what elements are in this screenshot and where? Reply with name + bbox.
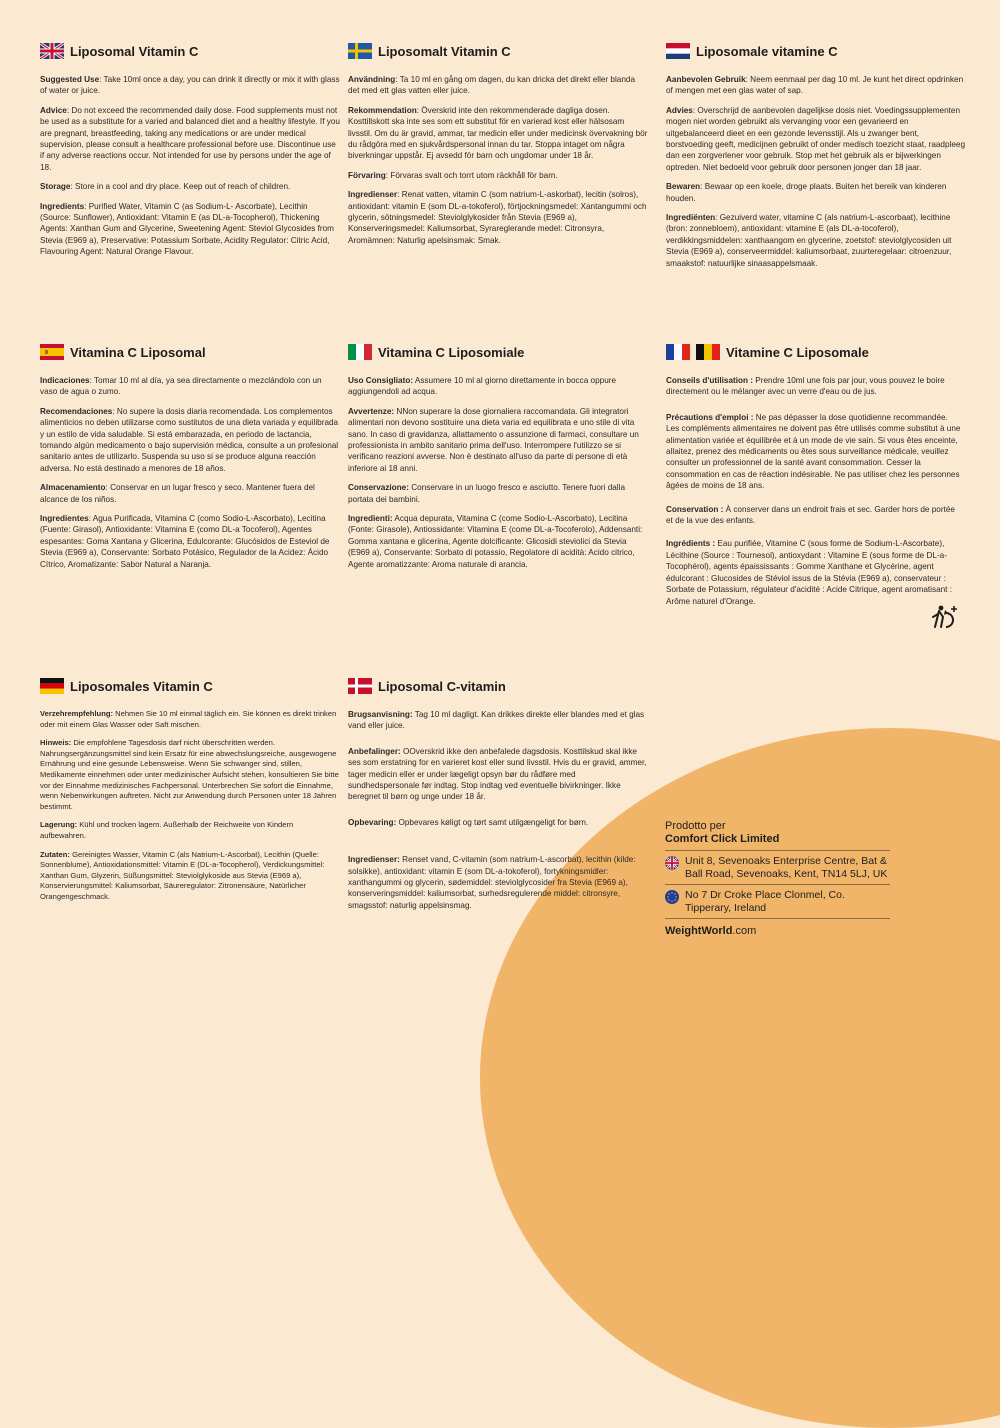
producer-label: Prodotto per [665,820,726,832]
suggested-use: Suggested Use: Take 10ml once a day, you can drink it directly or mix it with glass of water or juice. [40,75,340,96]
section-da [348,675,648,919]
suggested-use: Uso Consigliato: Assumere 10 ml al giorno direttamente in bocca oppure aggiungendoli ad acqua. [348,376,617,397]
ingredients: Ingrediënten: Gezuiverd water, vitamine C (als natrium-L-ascorbaat), lecithine (bron: zonnebloem), antioxidant: vitamine E (als DL-a-tocoferol), verdikkingsmiddelen: xanthaangom en glycerine, zoetstof: steviolglycosiden uit Stevia (E969 a), conserveermiddel: kaliumsorbaat, zuurteregelaar: citroenzuur, smaakstof: natuurlijke sinaasappelsmaak. [666,213,952,268]
section-title: Liposomal C-vitamin [378,678,506,694]
storage: Conservation : À conserver dans un endroit frais et sec. Garder hors de portée et de la vue des enfants. [666,504,955,526]
recycle-icon [929,601,959,631]
suggested-use: Brugsanvisning: Tag 10 ml dagligt. Kan drikkes direkte eller blandes med et glas vand eller juice. [348,710,645,731]
advice: Advice: Do not exceed the recommended daily dose. Food supplements must not be used as a substitute for a varied and balanced diet and a healthy lifestyle. If you are pregnant, breastfeeding, taking any medications or are under medical supervision, please consult a healthcare professional before use. Discontinue use if any adverse reactions occur. Not intended for use by persons under the age of 18. [40,105,340,172]
ingredients: Ingredienser: Renat vatten, vitamin C (som natrium-L-askorbat), lecitin (solros), antioxidant: vitamin E (som DL-a-tokoferol), förtjockningsmedel: Xantangummi och glycerin, sötningsmedel: Steviolglykosider från Stevia (E969 a), Konserveringsmedel: Kaliumsorbat, Syrareglerande medel: Citronsyra, Aromämnen: Naturlig apelsinsmak: Smak. [348,190,647,245]
ingredients: Zutaten: Gereinigtes Wasser, Vitamin C (als Natrium-L-Ascorbat), Lecithin (Quelle: Sonnenblume), Antioxidationsmittel: Vitamin E (DL-a-Tocopherol), Verdickungsmittel: Xanthan Gum, Glyzerin, Süßungsmittel: Steviolglykoside aus Stevia (E969 a), Konservierungsmittel: Kaliumsorbat, Säureregulator: Zitronensäure, Natürlicher Orangengeschmack. [40,849,325,901]
eu-address: No 7 Dr Croke Place Clonmel, Co. Tipperary, Ireland [685,889,845,914]
netherlands-flag-icon [666,43,690,59]
germany-flag-icon [40,678,64,694]
advice: Rekommendation: Överskrid inte den rekommenderade dagliga dosen. Kosttillskott ska inte ses som ett substitut för en varierad kost eller hälsosam livsstil. Om du är gravid, ammar, tar medicin eller under medicinsk övervakning bör du rådgöra med en sjukvårdspersonal innan du tar. Stoppa intaget om några biverkningar uppstår. Ej avsedd för barn och ungdomar under 18 år. [348,105,648,161]
italy-flag-icon [348,344,372,360]
belgium-flag-icon [696,344,720,360]
ingredients: Ingredients: Purified Water, Vitamin C (as Sodium-L- Ascorbate), Lecithin (Source: Sunflower), Antioxidant: Vitamin E (as DL-a-Tocopherol), Thickening Agents: Xanthan Gum and Glycerine, Sweetening Agent: Steviol Glycosides from Stevia (E969 a), Preservative: Potassium Sorbate, Acidity Regulator: Citric Acid, Flavouring Agent: Natural Orange Flavour. [40,201,334,257]
uk-address-row [665,850,890,884]
section-es [40,341,340,578]
sweden-flag-icon [348,43,372,59]
eu-address-row [665,884,890,918]
suggested-use: Conseils d'utilisation : Prendre 10ml une fois par jour, vous pouvez le boire directement ou le mélanger avec un verre d'eau ou de jus. [666,376,945,397]
uk-flag-icon [40,43,64,59]
suggested-use: Verzehrempfehlung: Nehmen Sie 10 ml einmal täglich ein. Sie können es direkt trinken oder mit einem Glas Wasser oder Saft mischen. [40,709,337,729]
storage: Almacenamiento: Conservar en un lugar fresco y seco. Mantener fuera del alcance de los niños. [40,483,315,504]
section-title: Liposomales Vitamin C [70,678,213,694]
storage: Storage: Store in a cool and dry place. Keep out of reach of children. [40,182,291,192]
advice: Anbefalinger: OOverskrid ikke den anbefalede dagsdosis. Kosttilskud skal ikke ses som erstatning for en varieret kost eller sund livsstil. Hvis du er gravid, ammer, tager medicin eller er under lægeligt opsyn bør du rådføre med sundhedspersonale før indtag. Stop indtag ved eventuelle bivirkninger. Ikke beregnet til børn og unge under 18 år. [348,746,647,802]
producer-company: Comfort Click Limited [665,833,780,845]
section-fr [666,341,962,615]
storage: Bewaren: Bewaar op een koele, droge plaats. Buiten het bereik van kinderen houden. [666,182,947,203]
section-title: Vitamina C Liposomiale [378,344,525,360]
section-de [40,675,340,911]
advice: Hinweis: Die empfohlene Tagesdosis darf nicht überschritten werden. Nahrungsergänzungsmittel sind kein Ersatz für eine abwechslungsreiche, ausgewogene Ernährung und eine gesunde Lebensweise. Wenn Sie schwanger sind, stillen, Medikamente einnehmen oder unter medizinischer Aufsicht stehen, konsultieren Sie bitte vor der Einnahme medizinisches Fachpersonal. Unterbrechen Sie sofort die Einnahme, wenn Nebenwirkungen auftreten. Nicht zur Anwendung durch Personen unter 18 Jahren bestimmt. [40,738,339,811]
uk-address: Unit 8, Sevenoaks Enterprise Centre, Bat & Ball Road, Sevenoaks, Kent, TN14 5LJ, UK [685,855,888,880]
suggested-use: Användning: Ta 10 ml en gång om dagen, du kan dricka det direkt eller blanda det med ett glas vatten eller juice. [348,75,636,96]
eu-flag-icon [665,890,679,904]
uk-flag-icon [665,856,679,870]
spain-flag-icon [40,344,64,360]
section-it [348,341,648,578]
france-flag-icon [666,344,690,360]
advice: Précautions d'emploi : Ne pas dépasser la dose quotidienne recommandée. Les compléments alimentaires ne doivent pas être utilisés comme substitut à une alimentation variée et équilibrée et à un mode de vie sain. Si vous êtes enceinte, allaitez, prenez des médicaments ou êtes sous surveillance médicale, veuillez consulter un professionnel de la santé avant consommation. Cesser la consommation en cas de réaction indésirable. Ne pas utiliser chez les personnes âgées de moins de 18 ans. [666,412,961,491]
storage: Lagerung: Kühl und trocken lagern. Außerhalb der Reichweite von Kindern aufbewahren. [40,820,294,840]
advice: Avvertenze: NNon superare la dose giornaliera raccomandata. Gli integratori alimentari non devono sostituire una dieta varia ed equilibrata e uno stile di vita sano. In caso di gravidanza, allattamento o assunzione di farmaci, consultare un professionista in ambito sanitario prima dell'uso. Interrompere l'utilizzo se si verificano reazioni avverse. Non è destinato all'uso da parte di persone di età inferiore ai 18 anni. [348,406,639,473]
producer-info [665,820,890,938]
brand-logo: WeightWorld.com [665,918,890,938]
advice: Advies: Overschrijd de aanbevolen dagelijkse dosis niet. Voedingssupplementen mogen niet worden gebruikt als vervanging voor een gevarieerd en uitgebalanceerd dieet en een gezonde levensstijl. Als u zwanger bent, borstvoeding geeft, medicijnen gebruikt of onder medisch toezicht staat, raadpleeg dan een zorgverlener voor gebruik. Stop met het gebruik als er bijwerkingen optreden. Niet bedoeld voor gebruik door personen jonger dan 18 jaar. [666,105,966,172]
advice: Recomendaciones: No supere la dosis diaria recomendada. Los complementos alimenticios no deben utilizarse como sustitutos de una dieta variada y equilibrada y un estilo de vida saludable. Si está embarazada, en periodo de lactancia, tomando algún medicamento o bajo supervisión médica, consulte a un profesional sanitario antes de utilizarlo. Suspenda su uso si se produce alguna reacción adversa. No está destinado a menores de 18 años. [40,406,339,473]
denmark-flag-icon [348,678,372,694]
storage: Opbevaring: Opbevares køligt og tørt samt utilgængeligt for børn. [348,817,589,827]
ingredients: Ingredienser: Renset vand, C-vitamin (som natrium-L-ascorbat), lecithin (kilde: solsikke), antioxidant: vitamin E (som DL-a-tokoferol), fortykningsmidler: xanthangummi og glycerin, sødemiddel: steviolglycosider fra Stevia (E969 a), konserveringsmiddel: kaliumsorbat, surhedsregulerende middel: citronsyre, smagsstof: naturlig appelsinsmag. [348,855,636,910]
ingredients: Ingredienti: Acqua depurata, Vitamina C (come Sodio-L-Ascorbato), Lecitina (Fonte: Girasole), Antiossidante: Vitamina E (come DL-a-Tocoferolo), Addensanti: Gomma xantana e glicerina, Agente dolcificante: Glicosidi steviolici da Stevia (E969 a), Conservante: Sorbato di potassio, Regolatore di acidità: Acido citrico, Agente aromatizzante: Aroma naturale di arancia. [348,514,643,569]
ingredients: Ingrédients : Eau purifiée, Vitamine C (sous forme de Sodium-L-Ascorbate), Lécithine (Source : Tournesol), antioxydant : Vitamine E (sous forme de DL-a-Tocophérol), agents épaississants : Gomme Xanthane et Glycérine, agent édulcorant : Glucosides de Stéviol issus de la Stévia (E969 a), conservateur : Sorbate de Potassium, régulateur d'acidité : Acide Citrique, agent aromatisant : Arôme naturel d'Orange. [666,539,953,606]
section-nl [666,40,966,277]
section-sv [348,40,648,254]
section-en [40,40,340,266]
section-title: Vitamina C Liposomal [70,344,206,360]
suggested-use: Aanbevolen Gebruik: Neem eenmaal per dag 10 ml. Je kunt het direct opdrinken of mengen met een glas water of sap. [666,75,964,96]
storage: Förvaring: Förvaras svalt och torrt utom räckhåll för barn. [348,170,558,180]
section-title: Vitamine C Liposomale [726,344,869,360]
section-title: Liposomal Vitamin C [70,43,199,59]
ingredients: Ingredientes: Agua Purificada, Vitamina C (como Sodio-L-Ascorbato), Lecitina (Fuente: Girasol), Antioxidante: Vitamina E (como DL-a Tocoferol), Agentes espesantes: Goma Xantana y Glicerina, Edulcorante: Glucósidos de Esteviol de Stevia (E969 a), Conservante: Sorbato Potásico, Regulador de la Acidez: Ácido Cítrico, Aromatizante: Sabor Natural a Naranja. [40,514,330,569]
suggested-use: Indicaciones: Tomar 10 ml al día, ya sea directamente o mezclándolo con un vaso de agua o zumo. [40,376,322,397]
storage: Conservazione: Conservare in un luogo fresco e asciutto. Tenere fuori dalla portata dei bambini. [348,483,626,504]
section-title: Liposomale vitamine C [696,43,838,59]
section-title: Liposomalt Vitamin C [378,43,511,59]
